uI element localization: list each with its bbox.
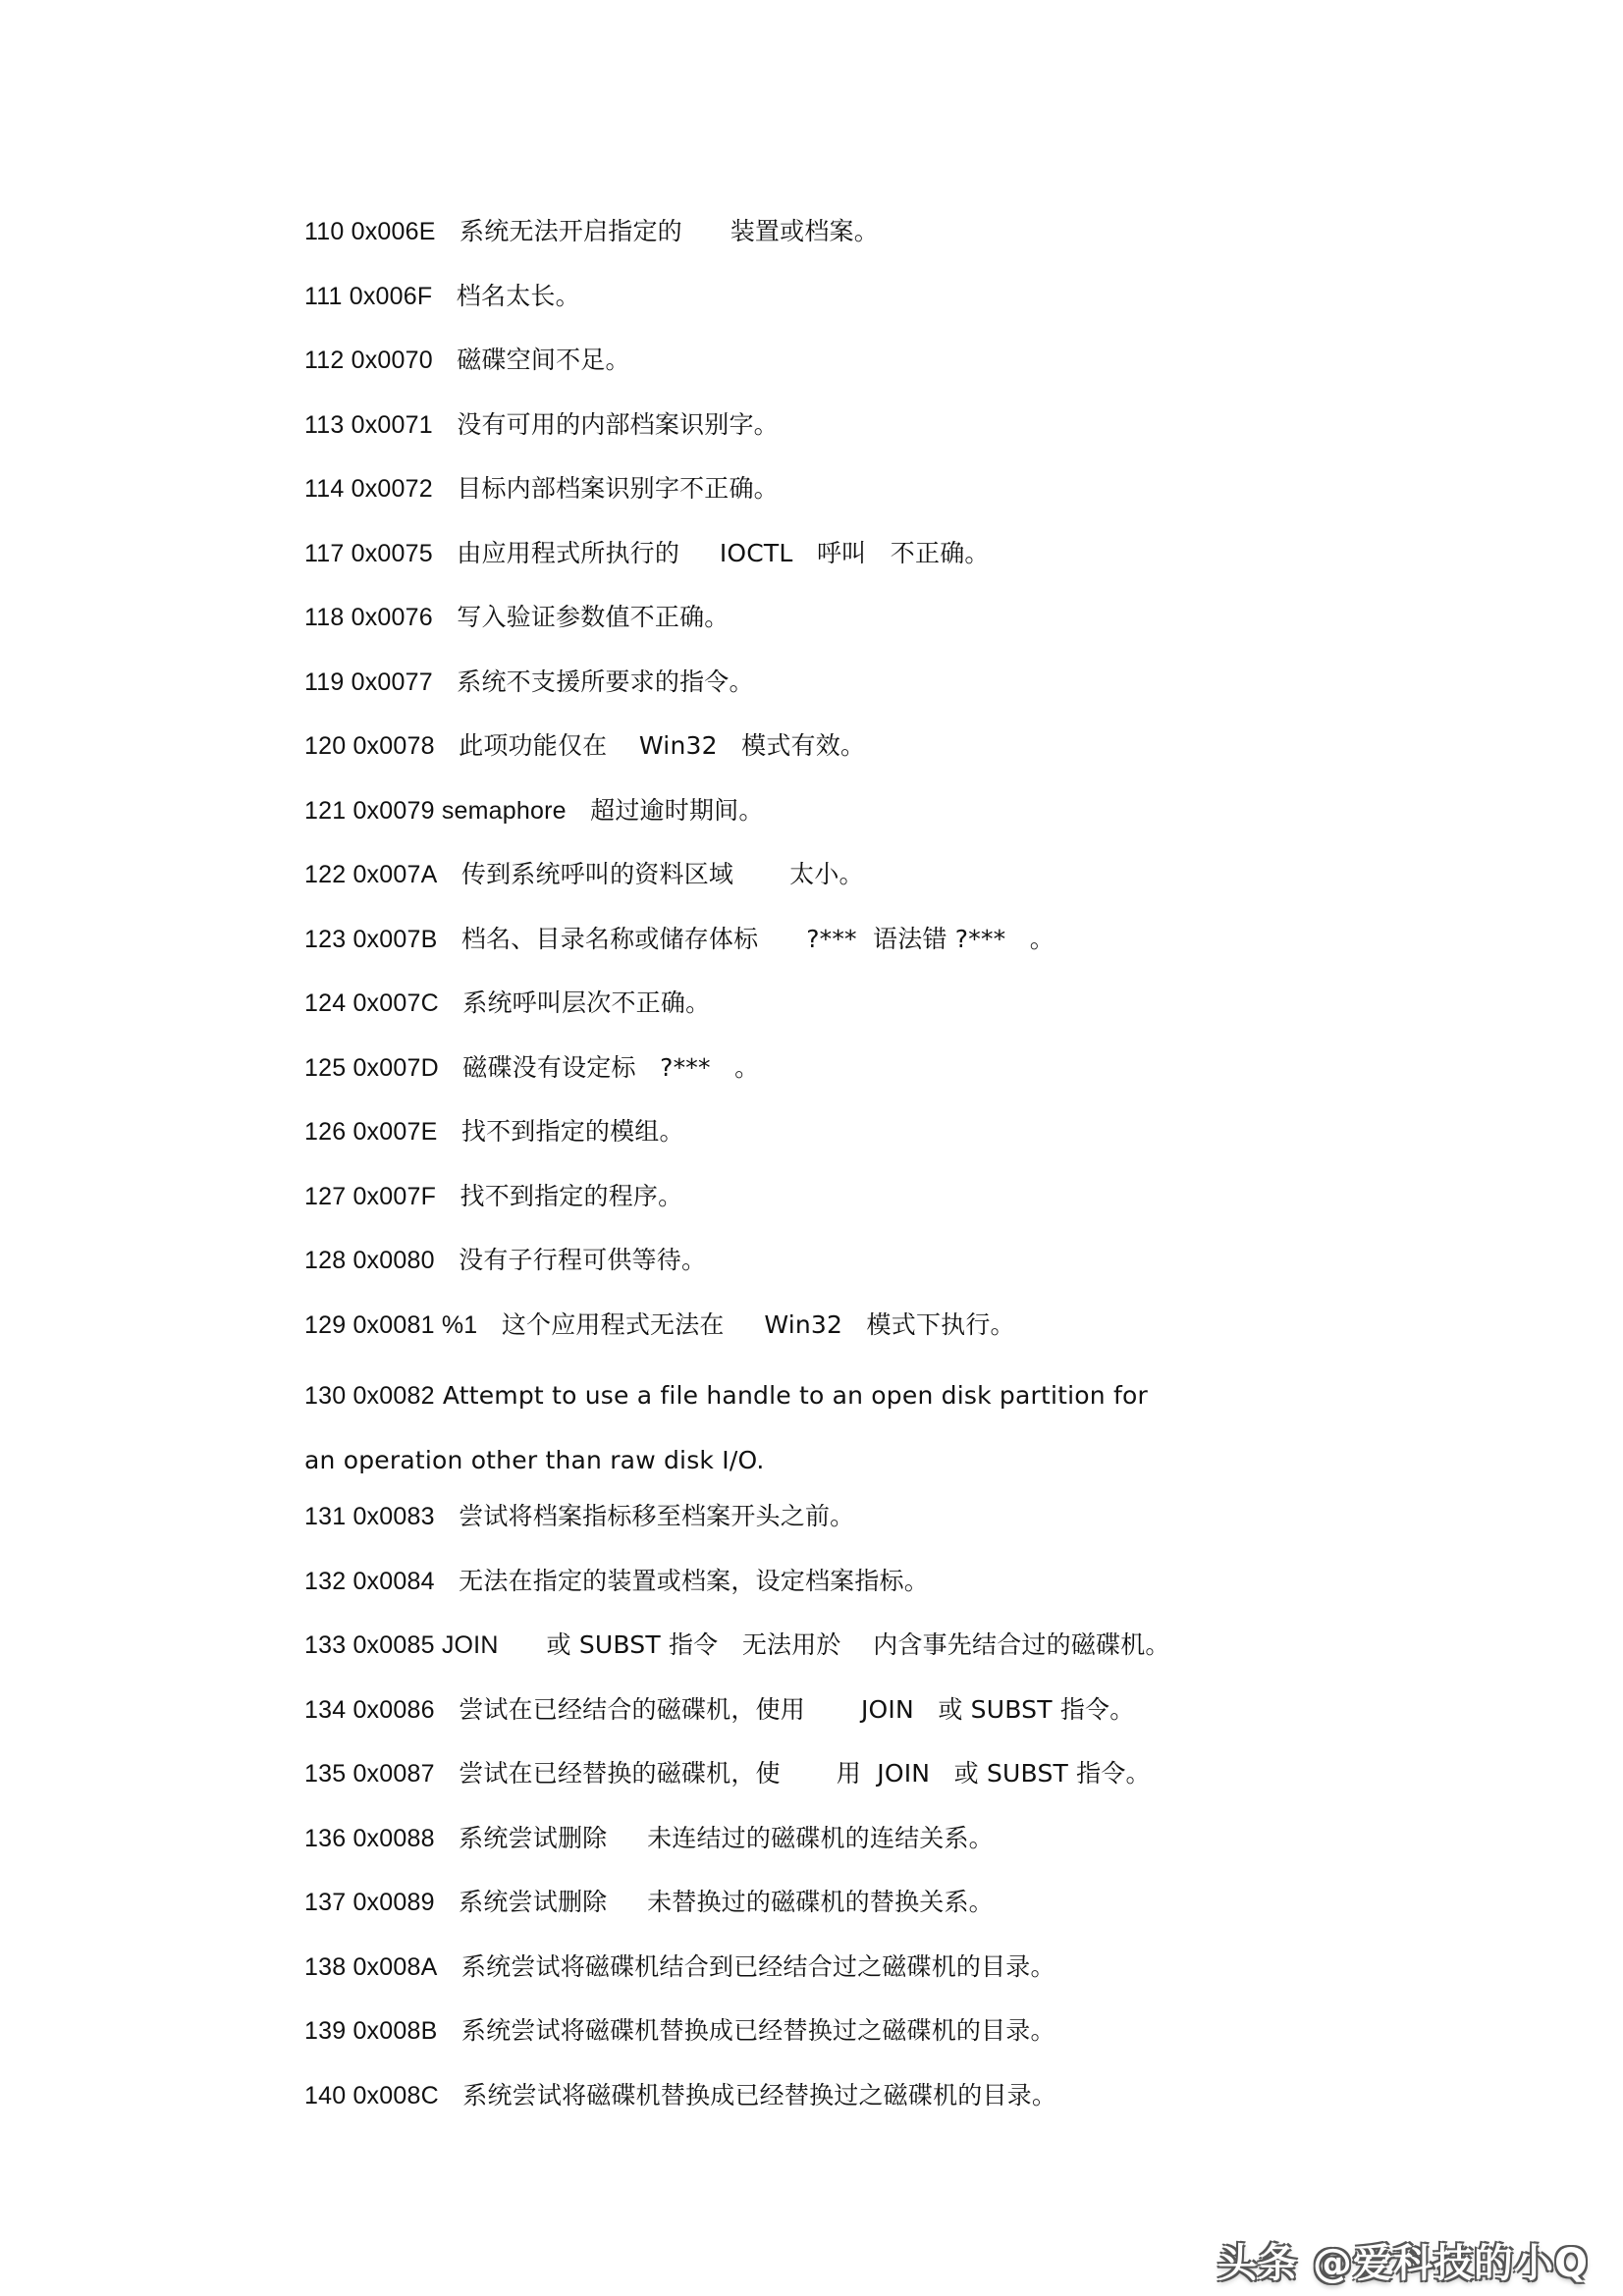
- error-entry: [304, 400, 1286, 464]
- separator: [435, 1381, 443, 1410]
- error-entry: [304, 1491, 1286, 1556]
- separator: [433, 410, 457, 439]
- separator: [435, 1567, 459, 1595]
- error-entry: [304, 849, 1286, 914]
- error-entry: [304, 1877, 1286, 1942]
- error-message: 找不到指定的模组。: [460, 1117, 684, 1146]
- error-entry: [304, 1684, 1286, 1749]
- error-entry: [304, 914, 1286, 979]
- separator: [435, 1824, 459, 1852]
- error-code: 135 0x0087: [304, 1760, 435, 1788]
- separator: [433, 667, 457, 696]
- separator: [435, 1246, 459, 1274]
- error-code: 136 0x0088: [304, 1824, 435, 1852]
- error-message: 目标内部档案识别字不正确。: [457, 474, 779, 503]
- error-code: 139 0x008B: [304, 2017, 438, 2045]
- error-code: 134 0x0086: [304, 1695, 435, 1724]
- error-entry: [304, 657, 1286, 721]
- separator: [499, 1630, 522, 1659]
- separator: [433, 474, 457, 503]
- error-code: 129 0x0081 %1: [304, 1310, 478, 1339]
- error-message: 传到系统呼叫的资料区域 太小。: [460, 860, 864, 888]
- separator: [567, 796, 590, 825]
- error-code: 120 0x0078: [304, 732, 435, 760]
- error-entry: [304, 1042, 1286, 1107]
- error-code: 119 0x0077: [304, 667, 433, 696]
- error-message: 此项功能仅在 Win32 模式有效。: [459, 731, 866, 760]
- error-entry: [304, 1556, 1286, 1621]
- separator: [432, 282, 456, 310]
- error-code: 130 0x0082: [304, 1382, 435, 1410]
- separator: [433, 539, 457, 567]
- error-code: 127 0x007F: [304, 1182, 437, 1210]
- watermark: 头条 @爱科技的小Q: [1217, 2241, 1589, 2286]
- error-code: 131 0x0083: [304, 1503, 435, 1530]
- separator: [436, 1182, 460, 1210]
- error-message: 找不到指定的程序。: [460, 1181, 683, 1210]
- separator: [436, 217, 460, 245]
- error-message: 尝试在已经结合的磁碟机，使用 JOIN 或 SUBST 指令。: [459, 1694, 1135, 1724]
- error-message: 系统尝试删除 未替换过的磁碟机的替换关系。: [459, 1888, 994, 1916]
- error-message: 由应用程式所执行的 IOCTL 呼叫 不正确。: [457, 538, 990, 567]
- error-code: 140 0x008C: [304, 2081, 439, 2109]
- separator: [435, 1888, 459, 1916]
- error-code: 121 0x0079 semaphore: [304, 796, 567, 825]
- error-code: 125 0x007D: [304, 1053, 439, 1082]
- error-message: 系统尝试将磁碟机结合到已经结合过之磁碟机的目录。: [460, 1951, 1055, 1981]
- error-code: 113 0x0071: [304, 410, 433, 439]
- error-entry: [304, 2070, 1286, 2135]
- error-code: 122 0x007A: [304, 861, 438, 888]
- error-entry: [304, 1235, 1286, 1300]
- error-entry: [304, 1748, 1286, 1813]
- error-message: 超过逾时期间。: [590, 795, 764, 825]
- error-message: 写入验证参数值不正确。: [457, 603, 730, 631]
- error-message: 系统尝试将磁碟机替换成已经替换过之磁碟机的目录。: [460, 2016, 1055, 2045]
- error-message: 档名、目录名称或储存体标 ?*** 语法错 ?*** 。: [460, 924, 1055, 953]
- error-code: 137 0x0089: [304, 1889, 435, 1916]
- error-code: 110 0x006E: [304, 218, 436, 245]
- error-code: 111 0x006F: [304, 282, 433, 310]
- error-code: 124 0x007C: [304, 989, 439, 1017]
- error-code: 123 0x007B: [304, 925, 438, 953]
- error-message: 系统尝试删除 未连结过的磁碟机的连结关系。: [459, 1823, 994, 1852]
- separator: [433, 346, 457, 374]
- error-code: 117 0x0075: [304, 539, 433, 567]
- error-entry: [304, 1171, 1286, 1236]
- separator: [437, 1117, 460, 1146]
- error-message: 磁碟空间不足。: [457, 346, 630, 374]
- error-code: 112 0x0070: [304, 347, 433, 374]
- separator: [437, 860, 460, 888]
- separator: [433, 603, 457, 631]
- separator: [439, 988, 462, 1017]
- error-code: 133 0x0085 JOIN: [304, 1631, 499, 1659]
- error-message: 没有可用的内部档案识别字。: [457, 409, 779, 439]
- separator: [435, 1502, 459, 1530]
- separator: [435, 1695, 459, 1724]
- error-message: 无法在指定的装置或档案，设定档案指标。: [459, 1566, 929, 1595]
- error-code: 132 0x0084: [304, 1567, 435, 1595]
- error-code-list: [304, 206, 1286, 2134]
- error-message: 系统呼叫层次不正确。: [462, 988, 711, 1017]
- separator: [437, 2016, 460, 2045]
- error-entry: [304, 528, 1286, 593]
- separator: [435, 1759, 459, 1788]
- error-entry: [304, 206, 1286, 271]
- error-message: Attempt to use a file handle to an open disk partition for an operation other than raw disk I/O.: [304, 1381, 1148, 1474]
- error-code: 114 0x0072: [304, 475, 433, 503]
- error-code: 138 0x008A: [304, 1952, 438, 1981]
- separator: [439, 1053, 462, 1082]
- error-message: 尝试在已经替换的磁碟机，使 用 JOIN 或 SUBST 指令。: [459, 1759, 1151, 1788]
- error-code: 126 0x007E: [304, 1118, 438, 1146]
- error-entry: [304, 1300, 1286, 1364]
- error-entry: [304, 721, 1286, 785]
- error-entry: [304, 1813, 1286, 1878]
- error-message: 没有子行程可供等待。: [459, 1246, 707, 1274]
- error-message: 或 SUBST 指令 无法用於 内含事先结合过的磁碟机。: [522, 1630, 1170, 1659]
- error-entry: [304, 1942, 1286, 2006]
- error-message: 系统不支援所要求的指令。: [457, 667, 754, 696]
- error-code: 128 0x0080: [304, 1247, 435, 1274]
- error-entry: [304, 463, 1286, 528]
- separator: [437, 925, 460, 953]
- error-entry: [304, 1363, 1168, 1491]
- error-code: 118 0x0076: [304, 604, 433, 631]
- error-entry: [304, 978, 1286, 1042]
- error-entry: [304, 335, 1286, 400]
- error-entry: [304, 1106, 1286, 1171]
- error-message: 尝试将档案指标移至档案开头之前。: [459, 1502, 855, 1530]
- error-message: 系统无法开启指定的 装置或档案。: [460, 217, 879, 245]
- separator: [439, 2081, 462, 2109]
- error-message: 系统尝试将磁碟机替换成已经替换过之磁碟机的目录。: [462, 2080, 1057, 2109]
- error-entry: [304, 592, 1286, 657]
- error-message: 档名太长。: [456, 281, 580, 310]
- error-message: 这个应用程式无法在 Win32 模式下执行。: [501, 1309, 1015, 1339]
- error-entry: [304, 2005, 1286, 2070]
- error-entry: [304, 271, 1286, 336]
- error-message: 磁碟没有设定标 ?*** 。: [462, 1052, 760, 1082]
- error-entry: [304, 1620, 1286, 1684]
- separator: [435, 731, 459, 760]
- separator: [477, 1310, 501, 1339]
- error-entry: [304, 785, 1286, 850]
- separator: [437, 1952, 460, 1981]
